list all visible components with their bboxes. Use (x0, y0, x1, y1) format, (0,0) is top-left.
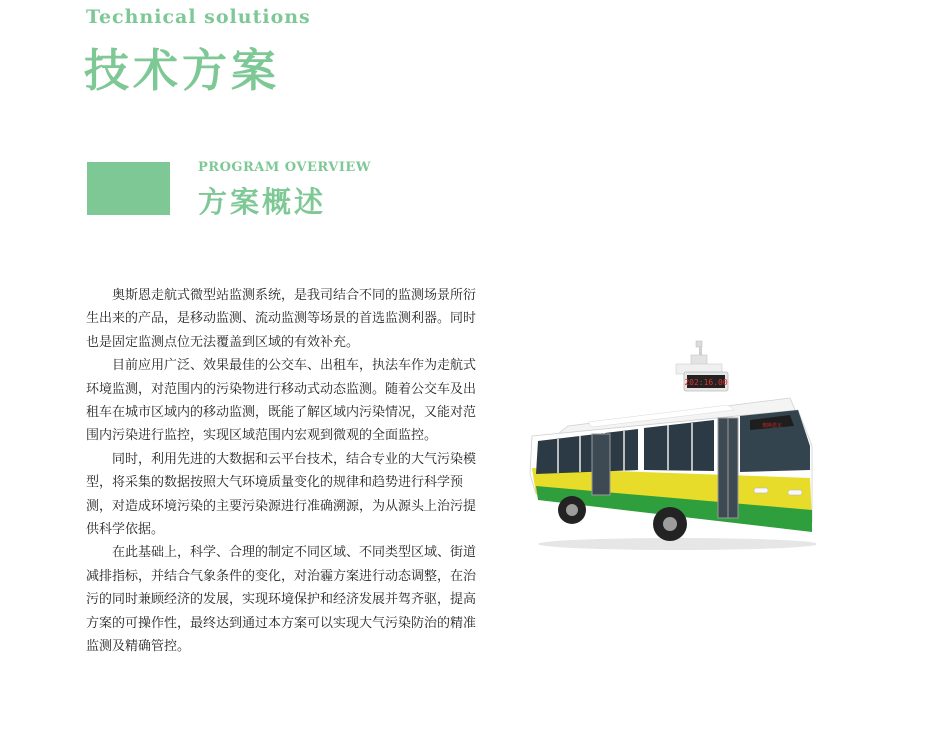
section-title-cn: 方案概述 (198, 185, 327, 219)
overview-body (86, 284, 482, 659)
paragraph-2: 目前应用广泛、效果最佳的公交车、出租车，执法车作为走航式环境监测，对范围内的污染物进行移动式动态监测。随着公交车及出租车在城市区域内的移动监测，既能了解区域内污染情况，又能对范围内污染进行监控，实现区域范围内宏观到微观的全面监控。 (86, 358, 477, 444)
bus-shadow (538, 538, 816, 550)
bus-rear-door (592, 434, 610, 495)
paragraph-4: 在此基础上，科学、合理的制定不同区域、不同类型区域、街道减排指标，并结合气象条件的变化，对治霾方案进行动态调整，在治污的同时兼顾经济的发展，实现环境保护和经济发展并驾齐驱，提高方案的可操作性，最终达到通过本方案可以实现大气污染防治的精准监测及精确管控。 (86, 545, 477, 655)
roof-display-text: 202:16.00 (684, 377, 728, 387)
front-sign-text: 奥斯恩车 (761, 423, 783, 429)
section-accent-block (87, 162, 170, 215)
section-title-en: PROGRAM OVERVIEW (198, 160, 371, 175)
page-title-en: Technical solutions (86, 6, 311, 28)
page-title-cn: 技术方案 (84, 44, 281, 97)
bus-image (528, 338, 816, 552)
paragraph-1: 奥斯恩走航式微型站监测系统，是我司结合不同的监测场景所衍生出来的产品，是移动监测、流动监测等场景的首选监测利器。同时也是固定监测点位无法覆盖到区域的有效补充。 (86, 288, 477, 350)
roof-monitor-station (676, 341, 728, 391)
bus-rear-wheel (558, 496, 586, 524)
paragraph-3: 同时，利用先进的大数据和云平台技术，结合专业的大气污染模型，将采集的数据按照大气环境质量变化的规律和趋势进行科学预测，对造成环境污染的主要污染源进行准确溯源，为从源头上治污提供科学依据。 (86, 451, 477, 538)
bus-front-wheel (653, 507, 687, 541)
